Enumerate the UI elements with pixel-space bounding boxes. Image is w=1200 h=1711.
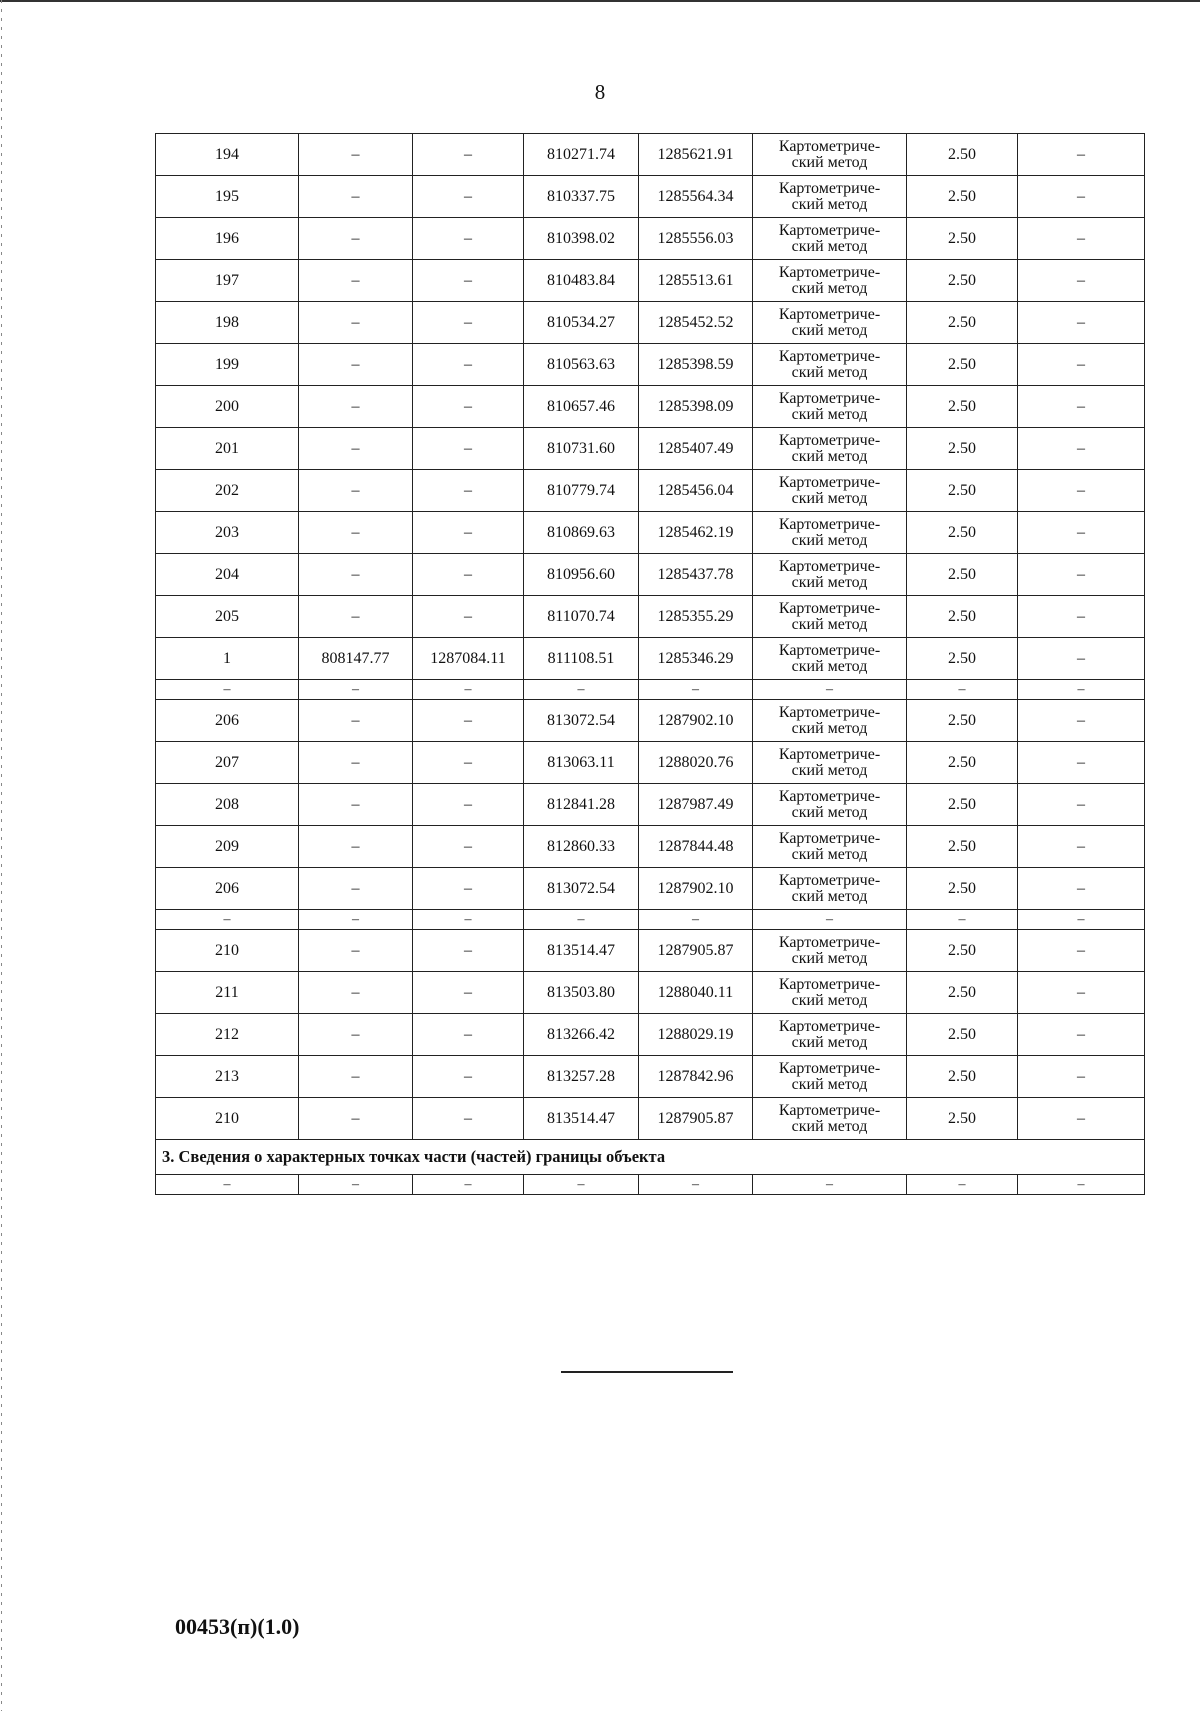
- cell-existing-x: –: [299, 1098, 413, 1140]
- cell-new-y: 1287987.49: [639, 784, 753, 826]
- cell-existing-x: –: [299, 260, 413, 302]
- cell-new-x: 810956.60: [524, 554, 639, 596]
- method-line-1: Картометриче-: [778, 515, 881, 533]
- cell-new-x: 810483.84: [524, 260, 639, 302]
- cell-point-number: –: [156, 910, 299, 930]
- cell-existing-x: 808147.77: [299, 638, 413, 680]
- cell-point-number: 199: [156, 344, 299, 386]
- cell-new-y: –: [639, 1175, 753, 1195]
- method-line-1: Картометриче-: [778, 179, 881, 197]
- end-rule: [561, 1371, 733, 1373]
- cell-point-number: 211: [156, 972, 299, 1014]
- cell-new-y: 1285346.29: [639, 638, 753, 680]
- method-line-2: ский метод: [791, 991, 868, 1009]
- table-row: [156, 868, 1145, 910]
- top-scan-rule: [0, 0, 1200, 2]
- cell-existing-x: –: [299, 596, 413, 638]
- cell-new-x: 811070.74: [524, 596, 639, 638]
- table-row: [156, 784, 1145, 826]
- cell-existing-y: –: [413, 218, 524, 260]
- cell-new-y: 1285407.49: [639, 428, 753, 470]
- cell-new-y: –: [639, 910, 753, 930]
- cell-accuracy: 2.50: [907, 134, 1018, 176]
- cell-new-y: 1288029.19: [639, 1014, 753, 1056]
- cell-accuracy: 2.50: [907, 386, 1018, 428]
- cell-description: –: [1018, 826, 1145, 868]
- method-line-1: Картометриче-: [778, 599, 881, 617]
- cell-new-y: 1285456.04: [639, 470, 753, 512]
- cell-point-number: –: [156, 1175, 299, 1195]
- cell-point-number: 1: [156, 638, 299, 680]
- method-line-2: ский метод: [791, 195, 868, 213]
- cell-point-number: 207: [156, 742, 299, 784]
- cell-accuracy: 2.50: [907, 428, 1018, 470]
- cell-accuracy: 2.50: [907, 972, 1018, 1014]
- method-line-1: Картометриче-: [778, 473, 881, 491]
- method-line-2: ский метод: [791, 573, 868, 591]
- method-line-2: ский метод: [791, 1117, 868, 1135]
- cell-description: –: [1018, 302, 1145, 344]
- method-line-2: ский метод: [791, 363, 868, 381]
- cell-description: –: [1018, 218, 1145, 260]
- cell-existing-x: –: [299, 742, 413, 784]
- cell-method: [753, 344, 907, 386]
- cell-existing-x: –: [299, 344, 413, 386]
- cell-new-x: 812841.28: [524, 784, 639, 826]
- cell-accuracy: 2.50: [907, 344, 1018, 386]
- method-line-1: Картометриче-: [778, 137, 881, 155]
- cell-accuracy: 2.50: [907, 826, 1018, 868]
- cell-accuracy: 2.50: [907, 784, 1018, 826]
- cell-new-x: 810337.75: [524, 176, 639, 218]
- cell-point-number: 209: [156, 826, 299, 868]
- cell-point-number: 195: [156, 176, 299, 218]
- cell-new-x: 810271.74: [524, 134, 639, 176]
- cell-method: [753, 470, 907, 512]
- cell-new-y: 1285513.61: [639, 260, 753, 302]
- cell-accuracy: 2.50: [907, 554, 1018, 596]
- cell-new-x: 813063.11: [524, 742, 639, 784]
- method-line-1: Картометриче-: [778, 933, 881, 951]
- method-line-1: Картометриче-: [778, 263, 881, 281]
- cell-method: [753, 868, 907, 910]
- cell-accuracy: 2.50: [907, 218, 1018, 260]
- cell-new-x: 813072.54: [524, 700, 639, 742]
- method-line-2: ский метод: [791, 1075, 868, 1093]
- cell-existing-y: –: [413, 972, 524, 1014]
- cell-description: –: [1018, 554, 1145, 596]
- method-line-2: ский метод: [791, 153, 868, 171]
- cell-new-y: 1288040.11: [639, 972, 753, 1014]
- cell-existing-x: –: [299, 218, 413, 260]
- table-row: [156, 218, 1145, 260]
- cell-accuracy: –: [907, 1175, 1018, 1195]
- cell-point-number: 206: [156, 700, 299, 742]
- cell-new-x: 810534.27: [524, 302, 639, 344]
- cell-accuracy: 2.50: [907, 742, 1018, 784]
- method-line-2: ский метод: [791, 803, 868, 821]
- cell-method: [753, 302, 907, 344]
- method-line-2: ский метод: [791, 719, 868, 737]
- cell-existing-y: –: [413, 1056, 524, 1098]
- cell-new-x: 810869.63: [524, 512, 639, 554]
- cell-existing-y: –: [413, 554, 524, 596]
- cell-new-y: 1285398.59: [639, 344, 753, 386]
- method-line-2: ский метод: [791, 405, 868, 423]
- cell-description: –: [1018, 1175, 1145, 1195]
- cell-new-x: 810563.63: [524, 344, 639, 386]
- method-line-2: ский метод: [791, 531, 868, 549]
- cell-description: –: [1018, 1098, 1145, 1140]
- method-line-1: Картометриче-: [778, 557, 881, 575]
- cell-existing-x: –: [299, 302, 413, 344]
- cell-accuracy: 2.50: [907, 260, 1018, 302]
- cell-description: –: [1018, 428, 1145, 470]
- method-line-2: ский метод: [791, 279, 868, 297]
- cell-description: –: [1018, 742, 1145, 784]
- cell-accuracy: 2.50: [907, 1014, 1018, 1056]
- cell-method: [753, 638, 907, 680]
- table-row: [156, 596, 1145, 638]
- method-line-1: Картометриче-: [778, 1059, 881, 1077]
- cell-description: –: [1018, 930, 1145, 972]
- cell-existing-y: –: [413, 596, 524, 638]
- cell-new-y: 1287842.96: [639, 1056, 753, 1098]
- cell-existing-y: –: [413, 1014, 524, 1056]
- cell-description: –: [1018, 680, 1145, 700]
- cell-existing-y: –: [413, 470, 524, 512]
- cell-existing-y: –: [413, 700, 524, 742]
- method-line-2: ский метод: [791, 887, 868, 905]
- cell-new-y: 1285564.34: [639, 176, 753, 218]
- cell-method: [753, 700, 907, 742]
- cell-new-y: 1287905.87: [639, 930, 753, 972]
- method-line-1: Картометриче-: [778, 347, 881, 365]
- cell-new-y: 1287902.10: [639, 868, 753, 910]
- cell-description: –: [1018, 470, 1145, 512]
- cell-description: –: [1018, 134, 1145, 176]
- cell-new-x: 810657.46: [524, 386, 639, 428]
- cell-existing-y: 1287084.11: [413, 638, 524, 680]
- cell-point-number: 206: [156, 868, 299, 910]
- table-row: [156, 1014, 1145, 1056]
- method-line-2: ский метод: [791, 615, 868, 633]
- cell-new-x: 813514.47: [524, 1098, 639, 1140]
- table-row: [156, 638, 1145, 680]
- cell-new-y: 1285621.91: [639, 134, 753, 176]
- method-line-2: ский метод: [791, 489, 868, 507]
- cell-new-y: 1287844.48: [639, 826, 753, 868]
- cell-existing-x: –: [299, 470, 413, 512]
- method-line-1: Картометриче-: [778, 745, 881, 763]
- cell-new-x: 813514.47: [524, 930, 639, 972]
- cell-method: [753, 596, 907, 638]
- cell-method: [753, 972, 907, 1014]
- cell-existing-y: –: [413, 134, 524, 176]
- table-row: [156, 1056, 1145, 1098]
- cell-existing-y: –: [413, 910, 524, 930]
- table-row: [156, 260, 1145, 302]
- cell-existing-y: –: [413, 428, 524, 470]
- cell-new-x: 813503.80: [524, 972, 639, 1014]
- cell-point-number: 210: [156, 930, 299, 972]
- cell-existing-x: –: [299, 868, 413, 910]
- cell-point-number: 197: [156, 260, 299, 302]
- coordinates-table-body: [156, 134, 1145, 1195]
- cell-method: –: [753, 1175, 907, 1195]
- table-row: [156, 1098, 1145, 1140]
- cell-description: –: [1018, 512, 1145, 554]
- cell-description: –: [1018, 1056, 1145, 1098]
- cell-method: –: [753, 680, 907, 700]
- cell-accuracy: 2.50: [907, 302, 1018, 344]
- cell-new-y: 1285556.03: [639, 218, 753, 260]
- method-line-2: ский метод: [791, 657, 868, 675]
- cell-existing-x: –: [299, 910, 413, 930]
- cell-new-y: –: [639, 680, 753, 700]
- cell-existing-y: –: [413, 260, 524, 302]
- table-row: [156, 386, 1145, 428]
- cell-existing-x: –: [299, 680, 413, 700]
- method-line-1: Картометриче-: [778, 431, 881, 449]
- cell-existing-y: –: [413, 176, 524, 218]
- cell-new-y: 1285452.52: [639, 302, 753, 344]
- cell-point-number: 213: [156, 1056, 299, 1098]
- cell-method: [753, 176, 907, 218]
- cell-existing-x: –: [299, 700, 413, 742]
- cell-method: [753, 554, 907, 596]
- cell-new-x: 812860.33: [524, 826, 639, 868]
- cell-point-number: 205: [156, 596, 299, 638]
- cell-method: [753, 784, 907, 826]
- cell-existing-x: –: [299, 428, 413, 470]
- cell-existing-x: –: [299, 134, 413, 176]
- cell-method: [753, 386, 907, 428]
- method-line-1: Картометриче-: [778, 975, 881, 993]
- cell-existing-x: –: [299, 1014, 413, 1056]
- table-row: [156, 428, 1145, 470]
- cell-existing-y: –: [413, 512, 524, 554]
- cell-existing-x: –: [299, 1056, 413, 1098]
- cell-new-y: 1287902.10: [639, 700, 753, 742]
- cell-new-x: 813266.42: [524, 1014, 639, 1056]
- section-title: 3. Сведения о характерных точках части (частей) границы объекта: [156, 1140, 1145, 1175]
- separator-row: [156, 910, 1145, 930]
- cell-existing-x: –: [299, 554, 413, 596]
- separator-row: [156, 680, 1145, 700]
- cell-existing-x: –: [299, 386, 413, 428]
- method-line-1: Картометриче-: [778, 1101, 881, 1119]
- cell-new-x: 813257.28: [524, 1056, 639, 1098]
- cell-existing-x: –: [299, 930, 413, 972]
- method-line-2: ский метод: [791, 949, 868, 967]
- cell-point-number: 198: [156, 302, 299, 344]
- cell-point-number: 203: [156, 512, 299, 554]
- method-line-1: Картометриче-: [778, 305, 881, 323]
- method-line-2: ский метод: [791, 845, 868, 863]
- cell-new-y: 1287905.87: [639, 1098, 753, 1140]
- page-number: 8: [594, 80, 606, 104]
- section-row: [156, 1140, 1145, 1175]
- cell-description: –: [1018, 260, 1145, 302]
- table-row: [156, 302, 1145, 344]
- cell-method: [753, 134, 907, 176]
- cell-new-x: 811108.51: [524, 638, 639, 680]
- cell-method: [753, 826, 907, 868]
- cell-method: [753, 260, 907, 302]
- cell-accuracy: 2.50: [907, 868, 1018, 910]
- cell-point-number: 194: [156, 134, 299, 176]
- cell-existing-y: –: [413, 344, 524, 386]
- cell-description: –: [1018, 910, 1145, 930]
- cell-existing-y: –: [413, 302, 524, 344]
- table-row: [156, 134, 1145, 176]
- cell-point-number: 208: [156, 784, 299, 826]
- cell-existing-x: –: [299, 1175, 413, 1195]
- cell-description: –: [1018, 1014, 1145, 1056]
- cell-description: –: [1018, 700, 1145, 742]
- separator-row: [156, 1175, 1145, 1195]
- cell-point-number: –: [156, 680, 299, 700]
- table-row: [156, 344, 1145, 386]
- cell-new-y: 1285355.29: [639, 596, 753, 638]
- cell-new-y: 1288020.76: [639, 742, 753, 784]
- method-line-2: ский метод: [791, 321, 868, 339]
- cell-method: –: [753, 910, 907, 930]
- cell-method: [753, 428, 907, 470]
- cell-accuracy: –: [907, 910, 1018, 930]
- cell-description: –: [1018, 972, 1145, 1014]
- cell-description: –: [1018, 638, 1145, 680]
- cell-existing-x: –: [299, 784, 413, 826]
- cell-new-x: 810731.60: [524, 428, 639, 470]
- method-line-1: Картометриче-: [778, 641, 881, 659]
- cell-existing-y: –: [413, 826, 524, 868]
- cell-description: –: [1018, 344, 1145, 386]
- cell-accuracy: 2.50: [907, 470, 1018, 512]
- coordinates-table: [155, 133, 1145, 1195]
- cell-new-x: –: [524, 680, 639, 700]
- cell-method: [753, 742, 907, 784]
- cell-point-number: 204: [156, 554, 299, 596]
- cell-existing-y: –: [413, 386, 524, 428]
- table-row: [156, 700, 1145, 742]
- cell-accuracy: 2.50: [907, 930, 1018, 972]
- method-line-1: Картометриче-: [778, 221, 881, 239]
- cell-point-number: 212: [156, 1014, 299, 1056]
- cell-existing-y: –: [413, 868, 524, 910]
- cell-point-number: 210: [156, 1098, 299, 1140]
- method-line-1: Картометриче-: [778, 389, 881, 407]
- method-line-1: Картометриче-: [778, 787, 881, 805]
- cell-accuracy: 2.50: [907, 176, 1018, 218]
- cell-new-y: 1285462.19: [639, 512, 753, 554]
- cell-new-x: 810779.74: [524, 470, 639, 512]
- cell-accuracy: 2.50: [907, 1056, 1018, 1098]
- table-row: [156, 826, 1145, 868]
- cell-existing-x: –: [299, 512, 413, 554]
- cell-method: [753, 512, 907, 554]
- cell-accuracy: –: [907, 680, 1018, 700]
- cell-accuracy: 2.50: [907, 596, 1018, 638]
- method-line-2: ский метод: [791, 761, 868, 779]
- cell-existing-y: –: [413, 742, 524, 784]
- cell-description: –: [1018, 176, 1145, 218]
- method-line-1: Картометриче-: [778, 829, 881, 847]
- cell-method: [753, 1014, 907, 1056]
- table-row: [156, 554, 1145, 596]
- method-line-2: ский метод: [791, 447, 868, 465]
- cell-existing-x: –: [299, 972, 413, 1014]
- cell-accuracy: 2.50: [907, 700, 1018, 742]
- left-scan-edge: [1, 0, 2, 1711]
- cell-point-number: 200: [156, 386, 299, 428]
- table-row: [156, 470, 1145, 512]
- table-row: [156, 742, 1145, 784]
- cell-method: [753, 218, 907, 260]
- cell-description: –: [1018, 868, 1145, 910]
- cell-existing-x: –: [299, 176, 413, 218]
- cell-new-x: –: [524, 1175, 639, 1195]
- cell-method: [753, 1056, 907, 1098]
- table-row: [156, 930, 1145, 972]
- cell-existing-x: –: [299, 826, 413, 868]
- table-row: [156, 972, 1145, 1014]
- cell-new-x: 810398.02: [524, 218, 639, 260]
- table-row: [156, 512, 1145, 554]
- cell-point-number: 196: [156, 218, 299, 260]
- cell-existing-y: –: [413, 784, 524, 826]
- cell-new-x: –: [524, 910, 639, 930]
- method-line-2: ский метод: [791, 1033, 868, 1051]
- cell-accuracy: 2.50: [907, 638, 1018, 680]
- method-line-1: Картометриче-: [778, 1017, 881, 1035]
- method-line-1: Картометриче-: [778, 703, 881, 721]
- cell-existing-y: –: [413, 1098, 524, 1140]
- cell-new-y: 1285398.09: [639, 386, 753, 428]
- cell-point-number: 201: [156, 428, 299, 470]
- cell-existing-y: –: [413, 1175, 524, 1195]
- method-line-1: Картометриче-: [778, 871, 881, 889]
- cell-description: –: [1018, 386, 1145, 428]
- cell-method: [753, 1098, 907, 1140]
- cell-new-x: 813072.54: [524, 868, 639, 910]
- cell-existing-y: –: [413, 930, 524, 972]
- cell-description: –: [1018, 596, 1145, 638]
- table-row: [156, 176, 1145, 218]
- document-code: 00453(п)(1.0): [175, 1614, 300, 1639]
- cell-description: –: [1018, 784, 1145, 826]
- cell-accuracy: 2.50: [907, 1098, 1018, 1140]
- cell-accuracy: 2.50: [907, 512, 1018, 554]
- cell-method: [753, 930, 907, 972]
- cell-existing-y: –: [413, 680, 524, 700]
- cell-point-number: 202: [156, 470, 299, 512]
- method-line-2: ский метод: [791, 237, 868, 255]
- cell-new-y: 1285437.78: [639, 554, 753, 596]
